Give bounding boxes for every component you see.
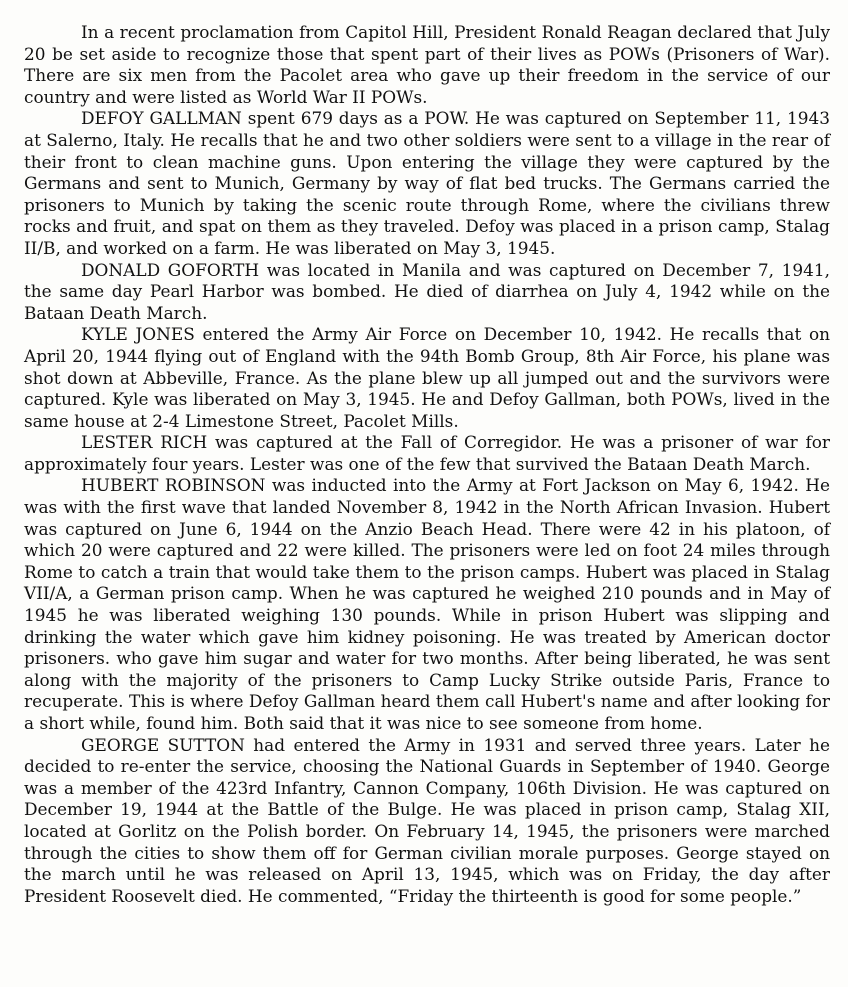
paragraph-hubert-robinson (24, 475, 830, 734)
paragraph-text: spent 679 days as a POW. He was captured on September 11, 1943 at Salerno, Italy. He recalls that he and two other soldiers were sent to a village in the rear of their front to clean machine guns. Upon entering the village they were captured by the Germans and sent to Munich, Germany by way of flat bed trucks. The Germans carried the prisoners to Munich by taking the scenic route through Rome, where the civilians threw rocks and fruit, and spat on them as they traveled. Defoy was placed in a prison camp, Stalag II/B, and worked on a farm. He was liberated on May 3, 1945. (24, 108, 830, 258)
paragraph-text: was inducted into the Army at Fort Jackson on May 6, 1942. He was with the first wave that landed November 8, 1942 in the North African Invasion. Hubert was captured on June 6, 1944 on the Anzio Beach Head. There were 42 in his platoon, of which 20 were captured and 22 were killed. The prisoners were led on foot 24 miles through Rome to catch a train that would take them to the prison camps. Hubert was placed in Stalag VII/A, a German prison camp. When he was captured he weighed 210 pounds and in May of 1945 he was liberated weighing 130 pounds. While in prison Hubert was slipping and drinking the water which gave him kidney poisoning. He was treated by American doctor prisoners. who gave him sugar and water for two months. After being liberated, he was sent along with the majority of the prisoners to Camp Lucky Strike outside Paris, France to recuperate. This is where Defoy Gallman heard them call Hubert's name and after looking for a short while, found him. Both said that it was nice to see someone from home. (24, 475, 830, 733)
paragraph-lester-rich (24, 432, 830, 475)
paragraph-text: was located in Manila and was captured on December 7, 1941, the same day Pearl Harbor was bombed. He died of diarrhea on July 4, 1942 while on the Bataan Death March. (24, 259, 830, 323)
paragraph-donald-goforth (24, 260, 830, 325)
document-page (24, 22, 830, 907)
paragraph-text: had entered the Army in 1931 and served three years. Later he decided to re-enter the service, choosing the National Guards in September of 1940. George was a member of the 423rd Infantry, Cannon Company, 106th Division. He was captured on December 19, 1944 at the Battle of the Bulge. He was placed in prison camp, Stalag XII, located at Gorlitz on the Polish border. On February 14, 1945, the prisoners were marched through the cities to show them off for German civilian morale purposes. George stayed on the march until he was released on April 13, 1945, which was on Friday, the day after President Roosevelt died. He commented, “Friday the thirteenth is good for some people.” (24, 734, 830, 906)
paragraph-intro (24, 22, 830, 108)
paragraph-george-sutton (24, 735, 830, 908)
person-name: LESTER RICH (81, 432, 208, 453)
paragraph-text: was captured at the Fall of Corregidor. He was a prisoner of war for approximately four years. Lester was one of the few that survived the Bataan Death March. (24, 432, 831, 474)
paragraph-kyle-jones (24, 324, 830, 432)
person-name: HUBERT ROBINSON (81, 475, 266, 496)
person-name: GEORGE SUTTON (81, 734, 245, 755)
person-name: DONALD GOFORTH (81, 259, 260, 280)
person-name: DEFOY GALLMAN (81, 108, 242, 129)
paragraph-text: In a recent proclamation from Capitol Hill, President Ronald Reagan declared that July 20 be set aside to recognize those that spent part of their lives as POWs (Prisoners of War). There are six men from the Pacolet area who gave up their freedom in the service of our country and were listed as World War II POWs. (24, 22, 830, 107)
person-name: KYLE JONES (81, 324, 195, 345)
paragraph-text: entered the Army Air Force on December 10, 1942. He recalls that on April 20, 1944 flying out of England with the 94th Bomb Group, 8th Air Force, his plane was shot down at Abbeville, France. As the plane blew up all jumped out and the survivors were captured. Kyle was liberated on May 3, 1945. He and Defoy Gallman, both POWs, lived in the same house at 2-4 Limestone Street, Pacolet Mills. (24, 324, 830, 431)
paragraph-defoy-gallman (24, 108, 830, 259)
